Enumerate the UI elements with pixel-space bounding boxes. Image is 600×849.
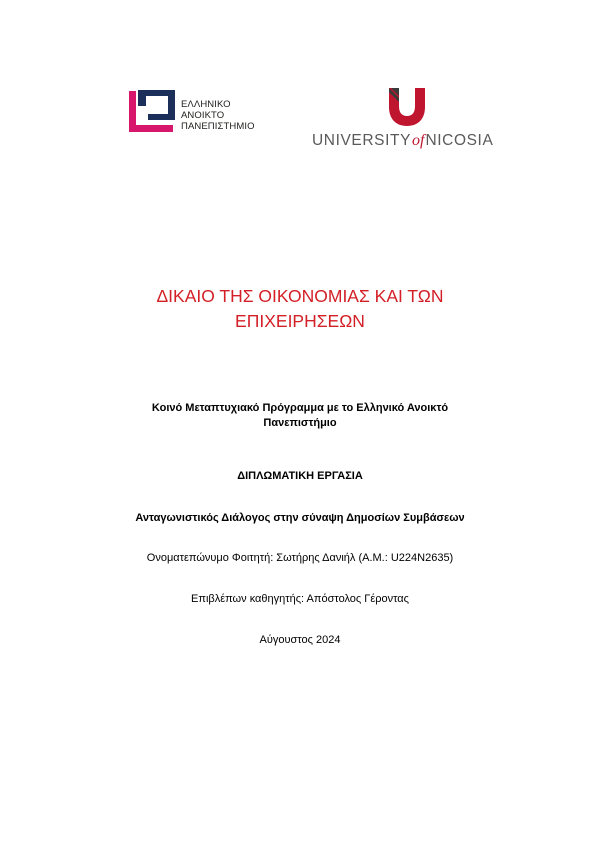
- hou-logo-line: ΑΝΟΙΚΤΟ: [181, 110, 225, 121]
- unic-word-of: of: [412, 132, 425, 149]
- thesis-type-heading: ΔΙΠΛΩΜΑΤΙΚΗ ΕΡΓΑΣΙΑ: [237, 470, 363, 482]
- program-title-line: ΕΠΙΧΕΙΡΗΣΕΩΝ: [235, 311, 365, 331]
- thesis-title: Ανταγωνιστικός Διάλογος στην σύναψη Δημοσίων Συμβάσεων: [135, 512, 465, 524]
- joint-program-line: Κοινό Μεταπτυχιακό Πρόγραμμα με το Ελληνικό Ανοικτό: [151, 402, 449, 414]
- hou-logo-line: ΠΑΝΕΠΙΣΤΗΜΙΟ: [181, 121, 255, 132]
- submission-date: Αύγουστος 2024: [259, 634, 341, 646]
- hellenic-open-university-logo: [129, 90, 279, 136]
- hou-logo-line: ΕΛΛΗΝΙΚΟ: [181, 99, 231, 110]
- joint-program-line: Πανεπιστήμιο: [263, 417, 337, 429]
- unic-word-nicosia: NICOSIA: [425, 132, 494, 149]
- unic-wordmark: [312, 132, 493, 150]
- program-title: [100, 284, 500, 334]
- supervisor-line: Επιβλέπων καθηγητής: Απόστολος Γέροντας: [191, 593, 409, 605]
- hou-logo-mark-icon: [129, 90, 175, 134]
- unic-word-university: UNIVERSITY: [312, 132, 412, 149]
- student-name-line: Ονοματεπώνυμο Φοιτητή: Σωτήρης Δανιήλ (Α.Μ.: U224N2635): [146, 552, 454, 564]
- program-title-line: ΔΙΚΑΙΟ ΤΗΣ ΟΙΚΟΝΟΜΙΑΣ ΚΑΙ ΤΩΝ: [156, 286, 444, 306]
- university-of-nicosia-logo: [310, 88, 510, 154]
- joint-program-statement: [100, 401, 500, 431]
- unic-logo-mark-icon: [389, 88, 425, 126]
- hou-logo-text: [181, 99, 255, 132]
